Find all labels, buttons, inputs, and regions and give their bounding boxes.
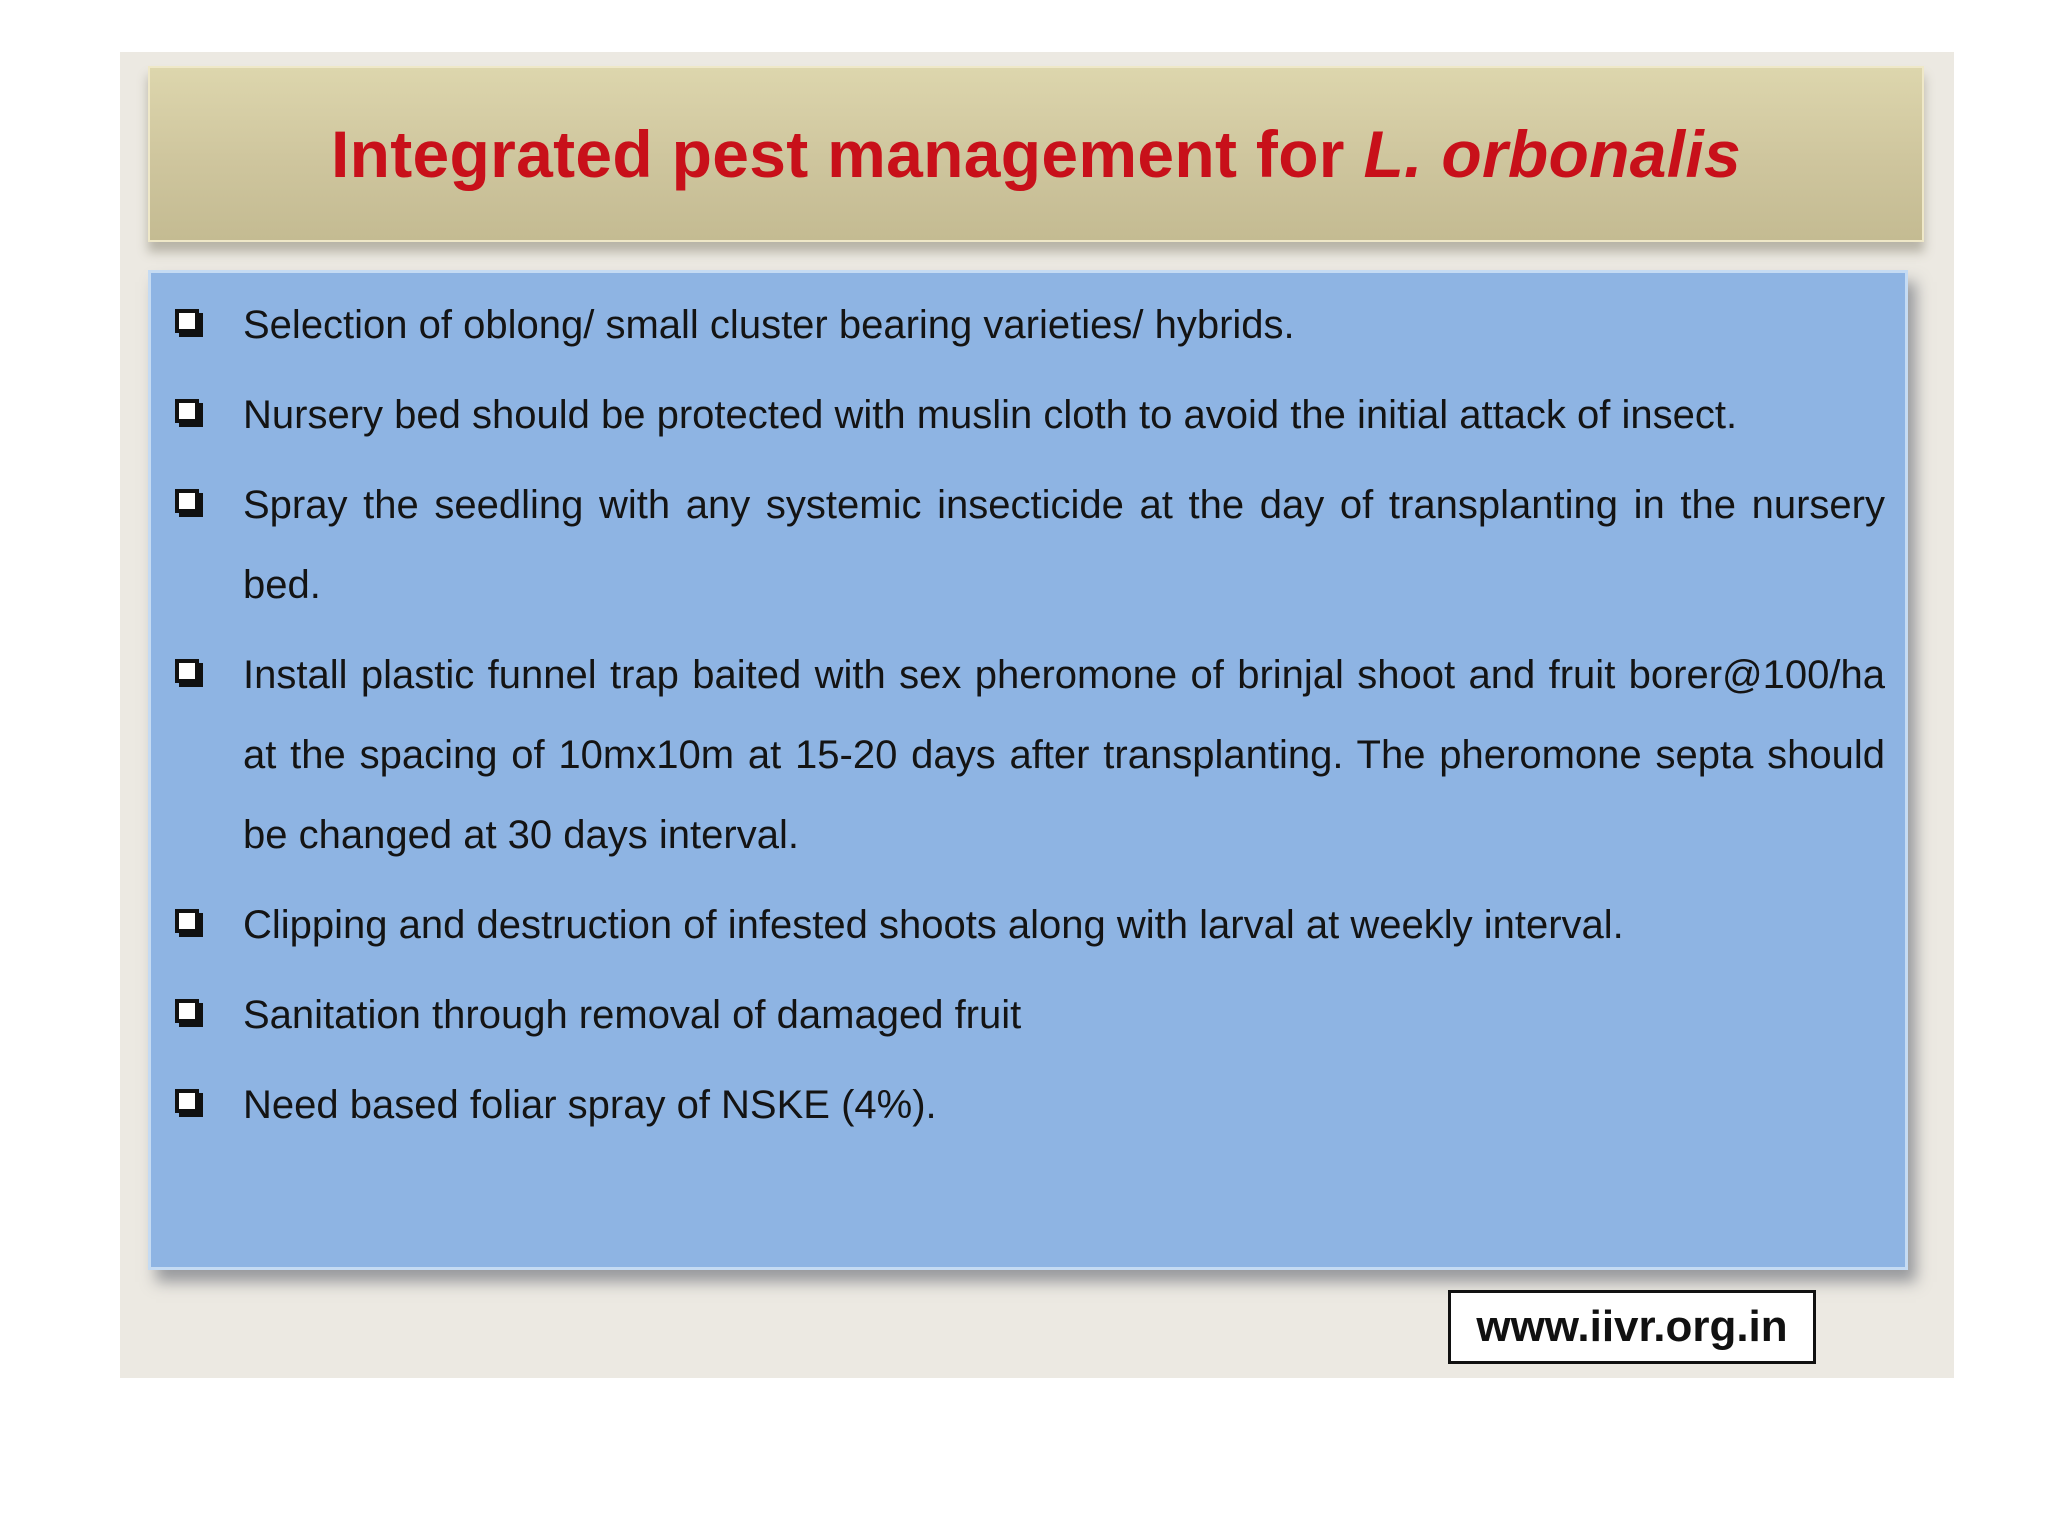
list-item — [169, 465, 1885, 625]
checkbox-square-icon — [175, 999, 199, 1023]
bullet-text: Sanitation through removal of damaged fruit — [243, 993, 1022, 1037]
title-species: L. orbonalis — [1363, 117, 1742, 191]
checkbox-square-icon — [175, 909, 199, 933]
bullet-text: Spray the seedling with any systemic insecticide at the day of transplanting in the nursery bed. — [243, 483, 1885, 607]
list-item — [169, 375, 1885, 455]
title-prefix: Integrated pest management for — [330, 117, 1345, 191]
bullet-list — [169, 285, 1885, 1145]
bullet-text: Install plastic funnel trap baited with sex pheromone of brinjal shoot and fruit borer@100/ha at the spacing of 10mx10m at 15-20 days after transplanting. The pheromone septa should be changed at 30 days interval. — [243, 653, 1885, 857]
list-item — [169, 1065, 1885, 1145]
list-item — [169, 975, 1885, 1055]
bullet-text: Need based foliar spray of NSKE (4%). — [243, 1083, 937, 1127]
list-item — [169, 885, 1885, 965]
website-url: www.iivr.org.in — [1448, 1290, 1816, 1364]
checkbox-square-icon — [175, 399, 199, 423]
list-item — [169, 635, 1885, 875]
title-bar — [148, 66, 1924, 242]
content-box — [148, 270, 1908, 1270]
slide — [120, 52, 1954, 1378]
bullet-text: Nursery bed should be protected with muslin cloth to avoid the initial attack of insect. — [243, 393, 1738, 437]
checkbox-square-icon — [175, 309, 199, 333]
checkbox-square-icon — [175, 489, 199, 513]
bullet-text: Clipping and destruction of infested shoots along with larval at weekly interval. — [243, 903, 1624, 947]
bullet-text: Selection of oblong/ small cluster bearing varieties/ hybrids. — [243, 303, 1295, 347]
list-item — [169, 285, 1885, 365]
checkbox-square-icon — [175, 1089, 199, 1113]
checkbox-square-icon — [175, 659, 199, 683]
slide-title — [331, 116, 1741, 192]
